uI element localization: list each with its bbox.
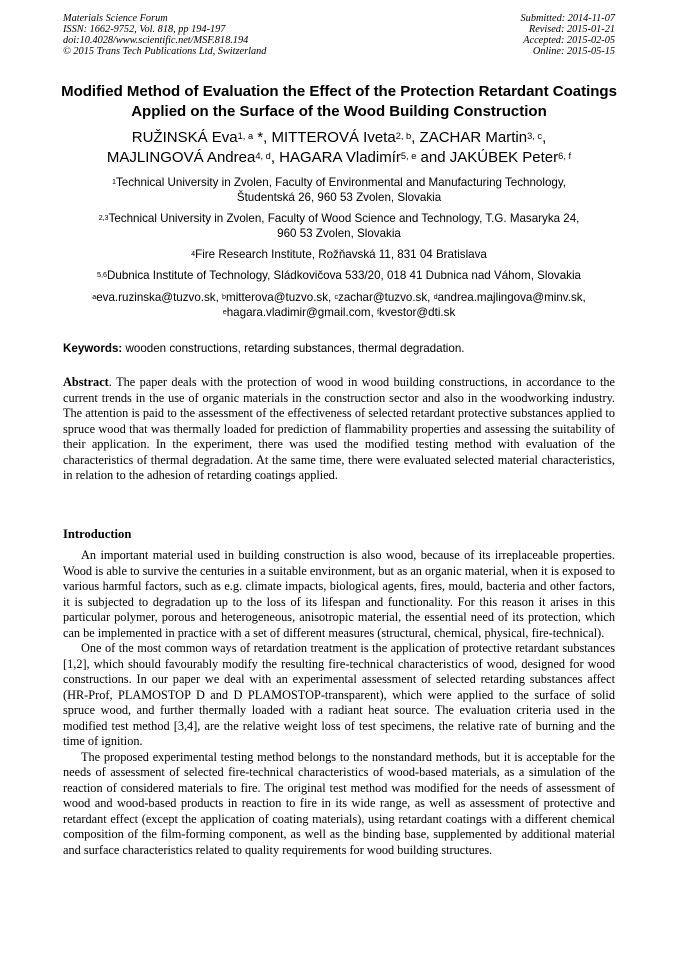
journal-issn: ISSN: 1662-9752, Vol. 818, pp 194-197 (63, 24, 226, 35)
affiliation-text: Dubnica Institute of Technology, Sládkovičova 533/20, 018 41 Dubnica nad Váhom, Slovakia (107, 269, 581, 282)
date-online: Online: 2015-05-15 (532, 46, 615, 57)
journal-name: Materials Science Forum (63, 13, 168, 24)
author-name: JAKÚBEK Peter (449, 149, 559, 166)
author-name: MITTEROVÁ Iveta (271, 129, 396, 146)
date-submitted: Submitted: 2014-11-07 (520, 13, 615, 24)
date-revised: Revised: 2015-01-21 (528, 24, 615, 35)
abstract-text: . The paper deals with the protection of wood in wood building constructions, in accordance to the current trends in the use of organic materials in the construction sector and also in the woodworking industry. The attention is paid to the assessment of the effectiveness of selected retardant protective substances applied to spruce wood that was thermally loaded for prediction of flammability properties and assessing the suitability of their application. In the experiment, there was used the modified testing method with evaluation of the characteristics of thermal degradation. At the same time, there were evaluated selected material characteristics, in relation to the adhesion of retarding coatings applied. (63, 375, 615, 482)
author-list (40, 128, 638, 168)
email-sup: c (334, 291, 339, 301)
email-address: hagara.vladimir@gmail.com, (226, 306, 378, 319)
affiliation-1 (40, 175, 638, 205)
author-separator: , (270, 149, 280, 166)
affiliation-text: Technical University in Zvolen, Faculty of Wood Science and Technology, T.G. Masaryka 24, (108, 212, 580, 225)
affiliation-sup: 4 (191, 248, 196, 258)
abstract-label: Abstract (63, 375, 109, 389)
affiliation-text: Technical University in Zvolen, Faculty of Environmental and Manufacturing Technology, (115, 176, 567, 189)
keywords-text: wooden constructions, retarding substances, thermal degradation. (122, 342, 465, 355)
journal-doi: doi:10.4028/www.scientific.net/MSF.818.194 (63, 35, 249, 46)
affiliation-sup: 1 (111, 176, 116, 186)
paragraph: The proposed experimental testing method belongs to the nonstandard methods, but it is acceptable for the needs of assessment of selected fire-technical characteristics of wood-based materials, as a simulation of the reaction of considered materials to fire. The original test method was modified for the needs of assessment of wood and wood-based products in reaction to fire in its wide range, as well as assessment of protective and retardant effect (except the application of coating materials), using retardant coatings with a different chemical composition of the film-forming component, as well as the binding base, supplemented by additional material and surface characteristics related to quality requirements for wood building structures. (63, 749, 615, 857)
author-name: HAGARA Vladimír (279, 149, 401, 166)
author-emails (40, 290, 638, 320)
author-name: RUŽINSKÁ Eva (131, 129, 238, 146)
author-sup: 3, c (527, 131, 543, 142)
email-sup: a (92, 291, 97, 301)
corresponding-mark: *, (253, 129, 272, 146)
author-sup: 6, f (558, 151, 572, 162)
affiliation-3 (40, 247, 638, 262)
email-sup: e (222, 306, 227, 316)
date-accepted: Accepted: 2015-02-05 (523, 35, 615, 46)
publication-dates (521, 13, 615, 57)
affiliation-sup: 5,6 (97, 269, 108, 279)
email-address: eva.ruzinska@tuzvo.sk, (96, 291, 223, 304)
paragraph: An important material used in building construction is also wood, because of its irreplaceable properties. Wood is able to survive the centuries in a suitable environment, but as an organic material, when it is exposed to various harmful factors, such as e.g. climate impacts, biological agents, fires, mould, bacteria and other factors, it is subjected to degradation up to the loss of its lifespan and functionality. For this reason it arises in this particular polymer, porous and heterogeneous, anisotropic material, the essential need of its protection, which can be implemented in practice with a set of different measures (structural, chemical, physical, fire-technical). (63, 548, 616, 640)
abstract (63, 375, 615, 484)
author-separator: and (416, 149, 450, 166)
affiliation-4 (40, 268, 638, 283)
section-heading-introduction: Introduction (63, 527, 132, 541)
email-sup: d (433, 291, 438, 301)
journal-copyright: © 2015 Trans Tech Publications Ltd, Switzerland (63, 46, 267, 57)
author-name: MAJLINGOVÁ Andrea (106, 149, 256, 166)
author-sup: 5, e (400, 151, 417, 162)
affiliation-2 (40, 211, 638, 241)
author-separator: , (542, 129, 547, 146)
keywords-label: Keywords: (63, 342, 123, 355)
keywords (63, 341, 615, 356)
email-address: zachar@tuzvo.sk, (338, 291, 434, 304)
author-sup: 1, a (237, 131, 254, 142)
affiliation-text: 960 53 Zvolen, Slovakia (277, 227, 401, 240)
paper-title: Modified Method of Evaluation the Effect of the Protection Retardant Coatings Applied on the Surface of the Wood Building Construction (61, 83, 617, 120)
affiliation-sup: 2,3 (98, 212, 109, 222)
author-sup: 4, d (255, 151, 271, 162)
email-sup: b (222, 291, 227, 301)
author-name: ZACHAR Martin (419, 129, 528, 146)
author-separator: , (411, 129, 420, 146)
affiliation-text: Fire Research Institute, Rožňavská 11, 831 04 Bratislava (195, 248, 487, 261)
paragraph: One of the most common ways of retardation treatment is the application of protective retardant substances [1,2], which should favourably modify the resulting fire-technical characteristics of wood, designed for wood constructions. In our paper we deal with an experimental assessment of selected retarding substances affect (HR-Prof, PLAMOSTOP D and D PLAMOSTOP-transparent), which were applied to the surface of solid spruce wood, and further thermally loaded with a radiant heat source. The evaluation criteria used in the modified test method [3,4], are the relative weight loss of test specimens, the relative rate of burning and the time of ignition. (63, 641, 615, 748)
author-sup: 2, b (395, 131, 412, 142)
email-address: kvestor@dti.sk (379, 306, 456, 319)
introduction-body (63, 548, 615, 858)
email-address: mitterova@tuzvo.sk, (226, 291, 335, 304)
email-sup: f (377, 306, 380, 316)
journal-info (63, 13, 266, 57)
email-address: andrea.majlingova@minv.sk, (437, 291, 586, 304)
affiliation-text: Študentská 26, 960 53 Zvolen, Slovakia (236, 191, 442, 204)
